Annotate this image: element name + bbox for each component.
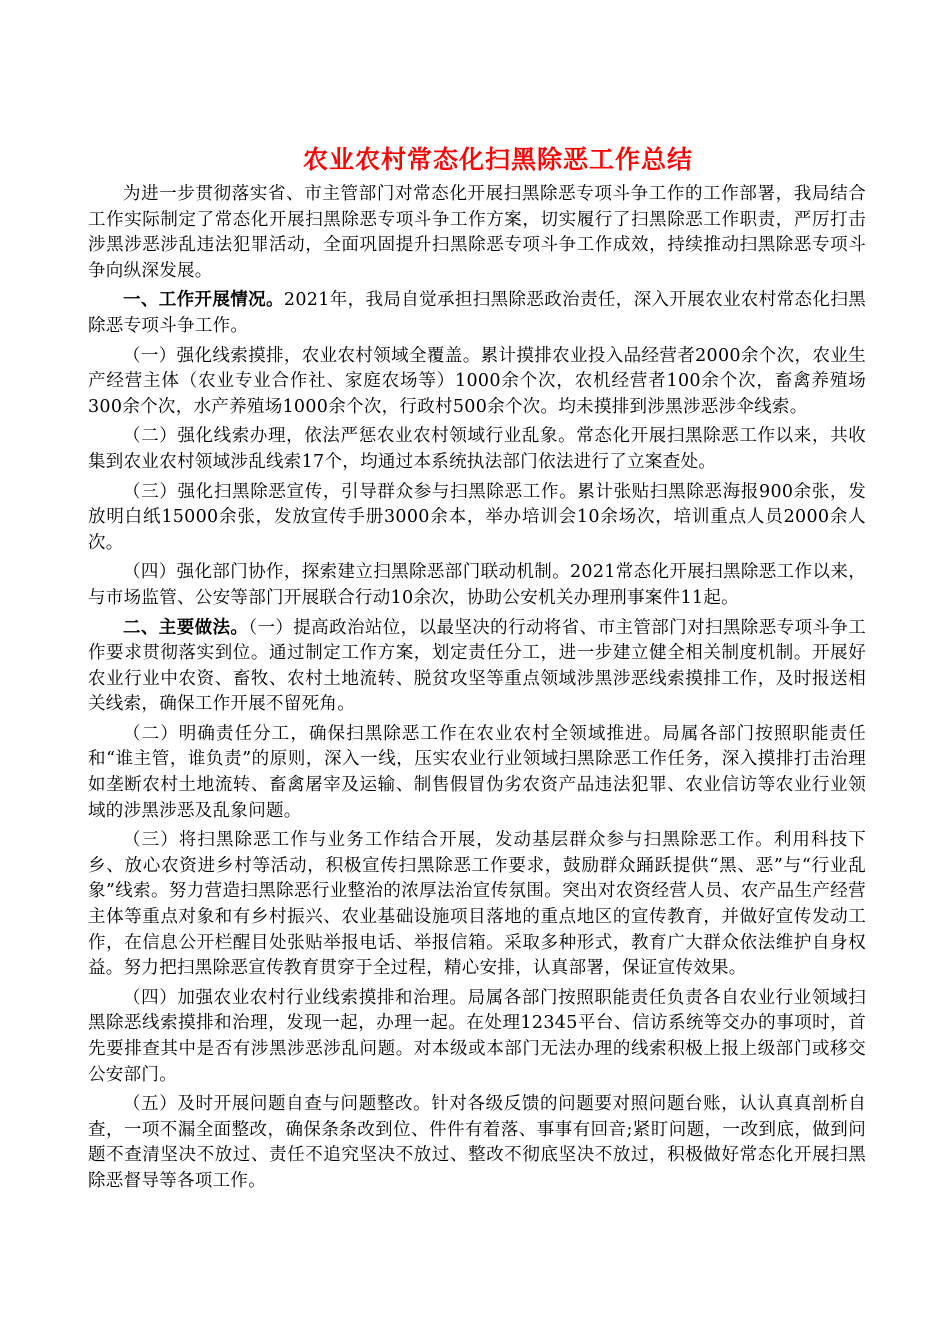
- section1-item-4: （四）强化部门协作，探索建立扫黑除恶部门联动机制。2021常态化开展扫黑除恶工作以来，与市场监管、公安等部门开展联合行动10余次，协助公安机关办理刑事案件11起。: [88, 562, 866, 608]
- document-body: [88, 182, 866, 1195]
- document-title: 农业农村常态化扫黑除恶工作总结: [302, 145, 693, 174]
- section1-item-3: （三）强化扫黑除恶宣传，引导群众参与扫黑除恶工作。累计张贴扫黑除恶海报900余张，发放明白纸15000余张，发放宣传手册3000余本，举办培训会10余场次，培训重点人员2000余人次。: [88, 481, 866, 553]
- section1-item-2: （二）强化线索办理，依法严惩农业农村领域行业乱象。常态化开展扫黑除恶工作以来，共收集到农业农村领域涉乱线索17个，均通过本系统执法部门依法进行了立案查处。: [88, 426, 866, 472]
- section2-item-3: （三）将扫黑除恶工作与业务工作结合开展，发动基层群众参与扫黑除恶工作。利用科技下乡、放心农资进乡村等活动，积极宣传扫黑除恶工作要求，鼓励群众踊跃提供“黑、恶”与“行业乱象”线索。努力营造扫黑除恶行业整治的浓厚法治宣传氛围。突出对农资经营人员、农产品生产经营主体等重点对象和有乡村振兴、农业基础设施项目落地的重点地区的宣传教育，并做好宣传发动工作，在信息公开栏醒目处张贴举报电话、举报信箱。采取多种形式，教育广大群众依法维护自身权益。努力把扫黑除恶宣传教育贯穿于全过程，精心安排，认真部署，保证宣传效果。: [88, 830, 866, 979]
- section2-heading: 二、主要做法。: [123, 617, 249, 638]
- section2-lead: （一）提高政治站位，以最坚决的行动将省、市主管部门对扫黑除恶专项斗争工作要求贯彻落实到位。通过制定工作方案，划定责任分工，进一步建立健全相关制度机制。开展好农业行业中农资、畜牧、农村土地流转、脱贫攻坚等重点领域涉黑涉恶线索摸排工作，及时报送相关线索，确保工作开展不留死角。: [88, 617, 866, 715]
- section2-item-2: （二）明确责任分工，确保扫黑除恶工作在农业农村全领域推进。局属各部门按照职能责任和“谁主管，谁负责”的原则，深入一线，压实农业行业领域扫黑除恶工作任务，深入摸排打击治理如垄断农村土地流转、畜禽屠宰及运输、制售假冒伪劣农资产品违法犯罪、农业信访等农业行业领域的涉黑涉恶及乱象问题。: [88, 723, 866, 821]
- section2-paragraph: [88, 616, 866, 718]
- section2-item-5: （五）及时开展问题自查与问题整改。针对各级反馈的问题要对照问题台账，认认真真剖析自查，一项不漏全面整改，确保条条改到位、件件有着落、事事有回音;紧盯问题，一改到底，做到问题不查清坚决不放过、责任不追究坚决不放过、整改不彻底坚决不放过，积极做好常态化开展扫黑除恶督导等各项工作。: [88, 1094, 866, 1191]
- intro-paragraph: 为进一步贯彻落实省、市主管部门对常态化开展扫黑除恶专项斗争工作的工作部署，我局结合工作实际制定了常态化开展扫黑除恶专项斗争工作方案，切实履行了扫黑除恶工作职责，严厉打击涉黑涉恶涉乱违法犯罪活动，全面巩固提升扫黑除恶专项斗争工作成效，持续推动扫黑除恶专项斗争向纵深发展。: [88, 184, 866, 281]
- section1-paragraph: [88, 288, 866, 339]
- section1-heading: 一、工作开展情况。: [123, 290, 284, 311]
- section1-item-1: （一）强化线索摸排，农业农村领域全覆盖。累计摸排农业投入品经营者2000余个次，农业生产经营主体（农业专业合作社、家庭农场等）1000余个次，农机经营者100余个次，畜禽养殖场300余个次，水产养殖场1000余个次，行政村500余个次。均未摸排到涉黑涉恶涉伞线索。: [88, 345, 866, 417]
- section1-lead: 2021年，我局自觉承担扫黑除恶政治责任，深入开展农业农村常态化扫黑除恶专项斗争工作。: [88, 290, 866, 336]
- section2-item-4: （四）加强农业农村行业线索摸排和治理。局属各部门按照职能责任负责各自农业行业领域扫黑除恶线索摸排和治理，发现一起，办理一起。在处理12345平台、信访系统等交办的事项时，首先要排查其中是否有涉黑涉恶涉乱问题。对本级或本部门无法办理的线索积极上报上级部门或移交公安部门。: [88, 987, 866, 1085]
